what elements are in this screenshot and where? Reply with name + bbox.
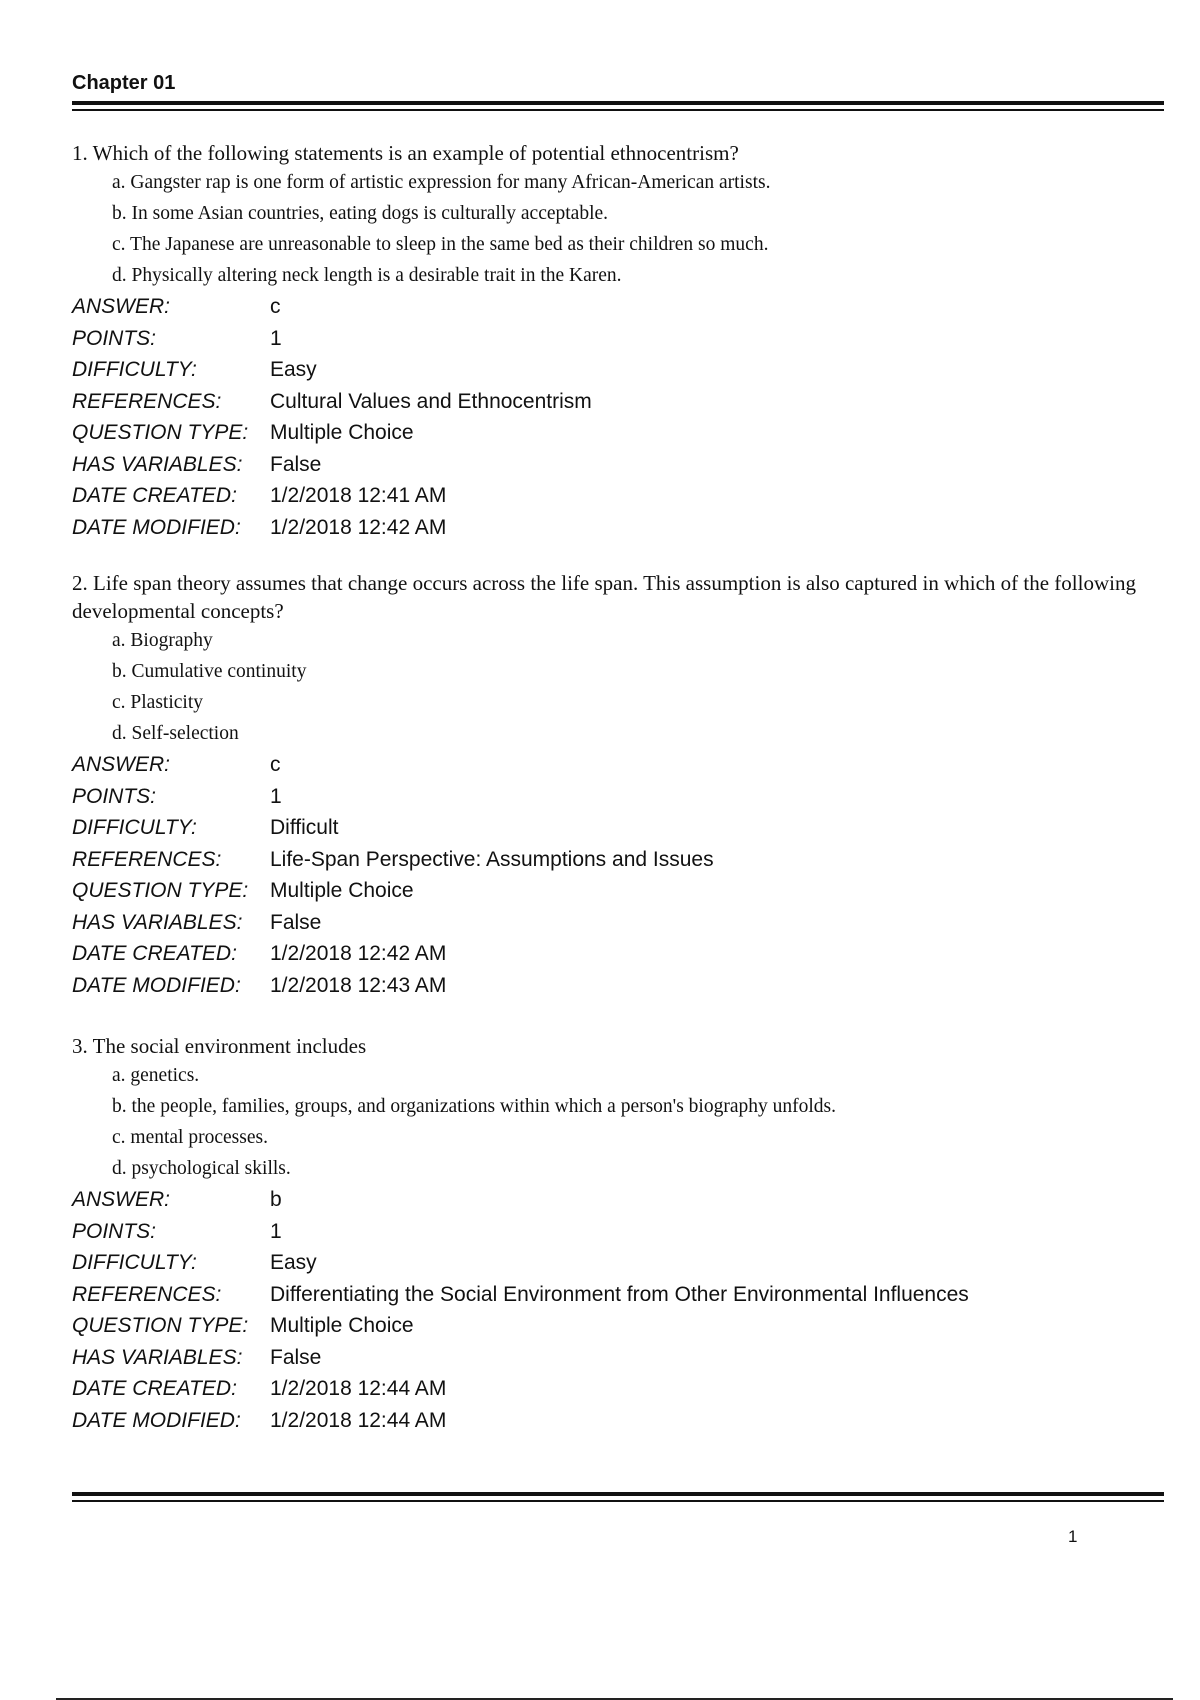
has-variables-label: HAS VARIABLES: — [72, 1345, 243, 1369]
answer-options — [72, 167, 1164, 291]
answer-row — [72, 291, 1164, 323]
footer-double-rule — [72, 1492, 1164, 1502]
references-value: Cultural Values and Ethnocentrism — [270, 389, 592, 413]
option-d: d. psychological skills. — [112, 1158, 291, 1179]
question-1 — [72, 139, 1164, 543]
date-modified-value: 1/2/2018 12:44 AM — [270, 1408, 447, 1432]
difficulty-label: DIFFICULTY: — [72, 816, 197, 839]
has-variables-row — [72, 1342, 1164, 1374]
difficulty-row — [72, 1247, 1164, 1279]
difficulty-row — [72, 812, 1164, 844]
points-value: 1 — [270, 326, 282, 350]
has-variables-value: False — [270, 1345, 322, 1369]
question-type-label: QUESTION TYPE: — [72, 879, 249, 902]
answer-value: c — [270, 753, 281, 776]
date-created-value: 1/2/2018 12:42 AM — [270, 942, 447, 965]
has-variables-row — [72, 907, 1164, 939]
question-type-value: Multiple Choice — [270, 1314, 414, 1337]
has-variables-value: False — [270, 910, 322, 934]
difficulty-value: Easy — [270, 358, 317, 381]
question-type-row — [72, 875, 1164, 907]
date-created-row — [72, 938, 1164, 970]
answer-value: b — [270, 1188, 282, 1211]
date-modified-value: 1/2/2018 12:43 AM — [270, 973, 447, 997]
question-stem: 3. The social environment includes — [72, 1034, 367, 1058]
has-variables-value: False — [270, 452, 322, 476]
question-stem: 2. Life span theory assumes that change occurs across the life span. This assumption is also captured in which of the following developmental concepts? — [72, 571, 1136, 623]
question-type-value: Multiple Choice — [270, 879, 414, 902]
references-label: REFERENCES: — [72, 1282, 222, 1306]
answer-options — [72, 1060, 1164, 1184]
question-stem: 1. Which of the following statements is an example of potential ethnocentrism? — [72, 141, 739, 165]
question-type-value: Multiple Choice — [270, 421, 414, 444]
references-row — [72, 844, 1164, 876]
difficulty-label: DIFFICULTY: — [72, 358, 197, 381]
answer-value: c — [270, 295, 281, 318]
points-value: 1 — [270, 784, 282, 808]
question-metadata — [72, 291, 1164, 543]
references-row — [72, 1279, 1164, 1311]
difficulty-value: Difficult — [270, 816, 339, 839]
points-label: POINTS: — [72, 784, 157, 808]
option-a: a. genetics. — [112, 1065, 200, 1086]
date-modified-row — [72, 970, 1164, 1002]
option-b: b. the people, families, groups, and organizations within which a person's biography unfolds. — [112, 1096, 836, 1117]
date-modified-label: DATE MODIFIED: — [72, 515, 241, 539]
date-created-value: 1/2/2018 12:44 AM — [270, 1377, 447, 1400]
date-modified-row — [72, 1405, 1164, 1437]
references-value: Life-Span Perspective: Assumptions and Issues — [270, 847, 714, 871]
points-row — [72, 323, 1164, 355]
date-created-label: DATE CREATED: — [72, 1377, 237, 1400]
option-c: c. The Japanese are unreasonable to sleep in the same bed as their children so much. — [112, 234, 769, 255]
date-created-row — [72, 1373, 1164, 1405]
option-a: a. Gangster rap is one form of artistic expression for many African-American artists. — [112, 172, 771, 193]
answer-label: ANSWER: — [72, 753, 171, 776]
difficulty-row — [72, 354, 1164, 386]
has-variables-label: HAS VARIABLES: — [72, 452, 243, 476]
chapter-title: Chapter 01 — [72, 72, 176, 94]
date-created-label: DATE CREATED: — [72, 484, 237, 507]
date-created-value: 1/2/2018 12:41 AM — [270, 484, 447, 507]
date-created-label: DATE CREATED: — [72, 942, 237, 965]
has-variables-row — [72, 449, 1164, 481]
question-type-label: QUESTION TYPE: — [72, 1314, 249, 1337]
answer-options — [72, 625, 1164, 749]
option-c: c. mental processes. — [112, 1127, 268, 1148]
question-2 — [72, 569, 1164, 1001]
question-3 — [72, 1032, 1164, 1436]
date-modified-label: DATE MODIFIED: — [72, 1408, 241, 1432]
points-value: 1 — [270, 1219, 282, 1243]
points-row — [72, 781, 1164, 813]
references-row — [72, 386, 1164, 418]
question-type-row — [72, 417, 1164, 449]
date-created-row — [72, 480, 1164, 512]
answer-label: ANSWER: — [72, 295, 171, 318]
points-label: POINTS: — [72, 1219, 157, 1243]
option-b: b. In some Asian countries, eating dogs is culturally acceptable. — [112, 203, 609, 224]
option-a: a. Biography — [112, 630, 213, 651]
question-type-row — [72, 1310, 1164, 1342]
difficulty-label: DIFFICULTY: — [72, 1251, 197, 1274]
answer-row — [72, 1184, 1164, 1216]
answer-row — [72, 749, 1164, 781]
question-metadata — [72, 749, 1164, 1001]
option-d: d. Physically altering neck length is a desirable trait in the Karen. — [112, 265, 622, 286]
references-label: REFERENCES: — [72, 847, 222, 871]
date-modified-value: 1/2/2018 12:42 AM — [270, 515, 447, 539]
option-b: b. Cumulative continuity — [112, 661, 307, 682]
page-number: 1 — [1068, 1527, 1078, 1546]
question-type-label: QUESTION TYPE: — [72, 421, 249, 444]
difficulty-value: Easy — [270, 1251, 317, 1274]
points-row — [72, 1216, 1164, 1248]
option-c: c. Plasticity — [112, 692, 203, 713]
points-label: POINTS: — [72, 326, 157, 350]
option-d: d. Self-selection — [112, 723, 239, 744]
date-modified-row — [72, 512, 1164, 544]
question-metadata — [72, 1184, 1164, 1436]
references-label: REFERENCES: — [72, 389, 222, 413]
header-double-rule — [72, 101, 1164, 111]
references-value: Differentiating the Social Environment from Other Environmental Influences — [270, 1282, 969, 1306]
has-variables-label: HAS VARIABLES: — [72, 910, 243, 934]
date-modified-label: DATE MODIFIED: — [72, 973, 241, 997]
answer-label: ANSWER: — [72, 1188, 171, 1211]
